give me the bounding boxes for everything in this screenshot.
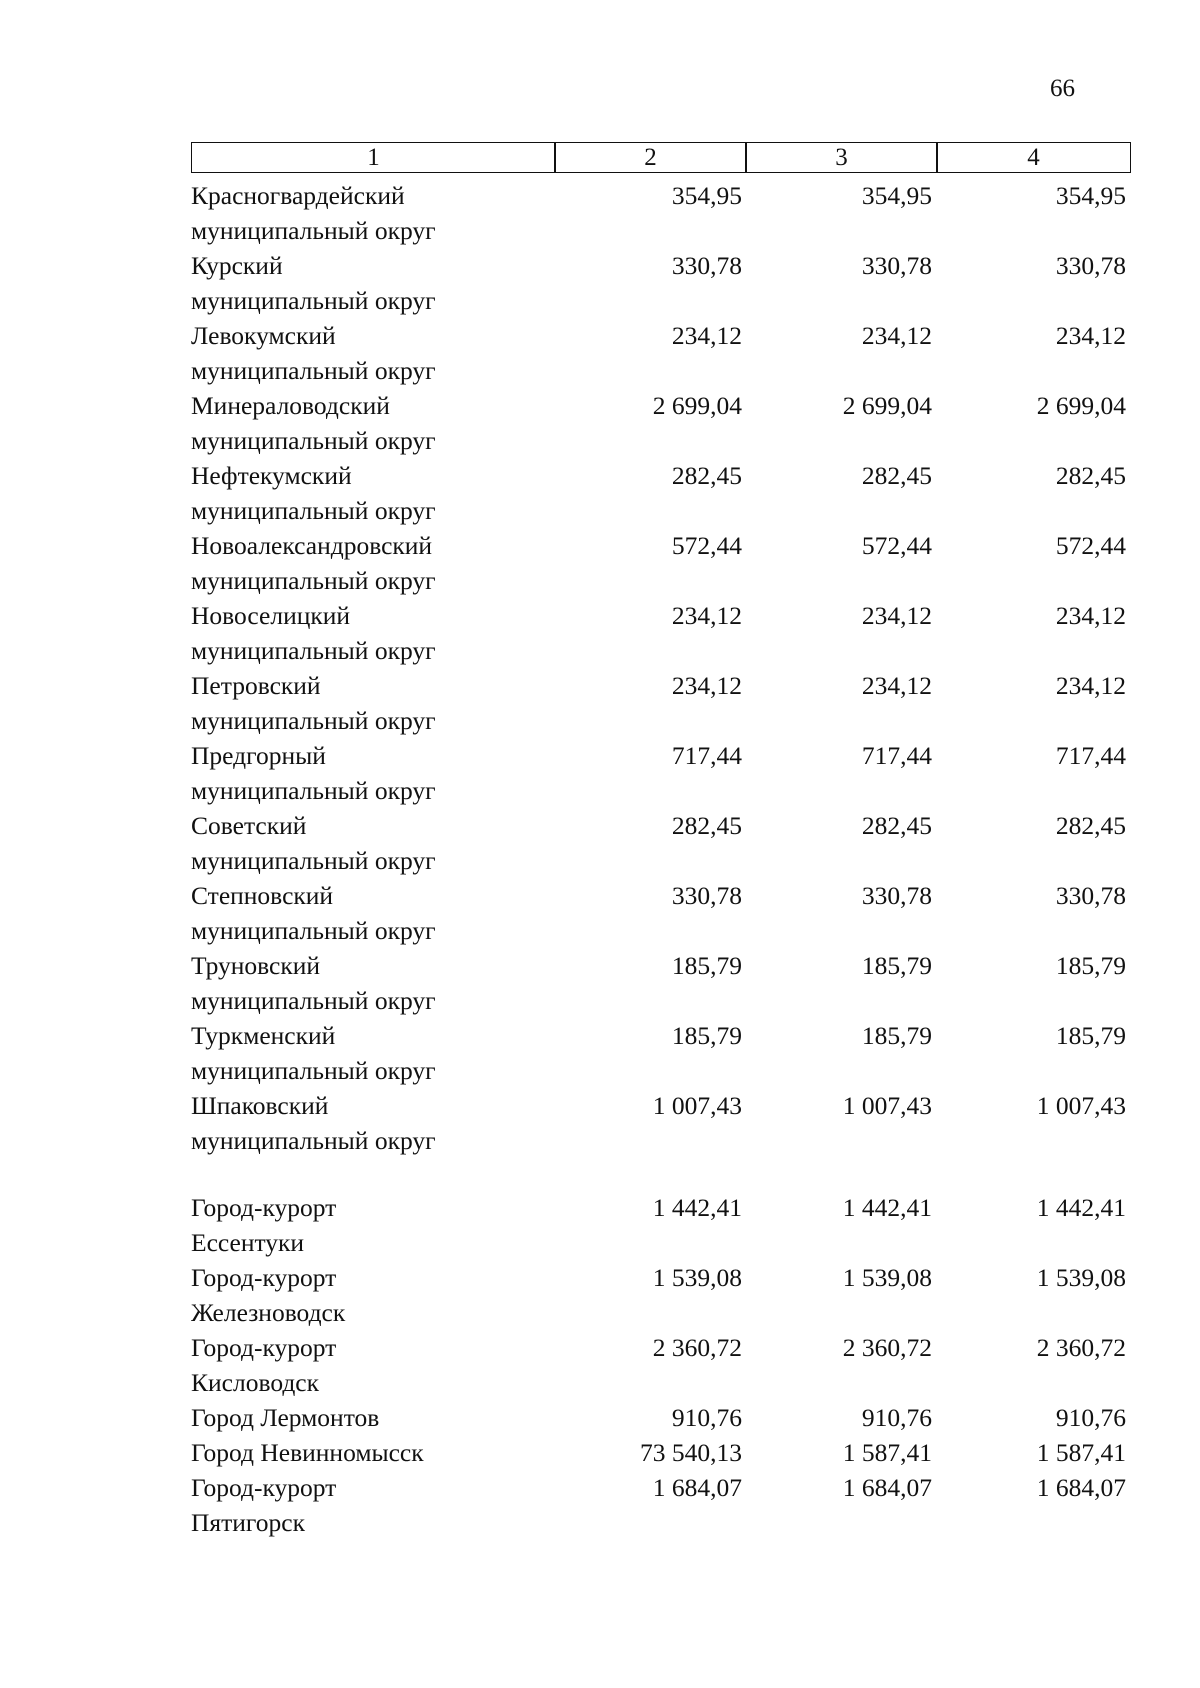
row-value-col2: 234,12 [671,601,742,630]
row-value-col4: 354,95 [1055,181,1126,210]
row-value-col2: 234,12 [671,321,742,350]
header-cell-4: 4 [936,142,1131,173]
row-value-col3: 2 699,04 [842,391,932,420]
row-value-col2: 910,76 [671,1403,742,1432]
row-value-col3: 910,76 [861,1403,932,1432]
row-value-col4: 910,76 [1055,1403,1126,1432]
row-value-col2: 282,45 [671,811,742,840]
row-name: Красногвардейский муниципальный округ [191,181,436,245]
row-name: Туркменский муниципальный округ [191,1021,436,1085]
row-name: Город-курорт Железноводск [191,1263,346,1327]
row-value-col4: 234,12 [1055,601,1126,630]
row-value-col3: 354,95 [861,181,932,210]
page-number: 66 [1050,75,1075,102]
row-value-col3: 282,45 [861,461,932,490]
row-value-col3: 234,12 [861,601,932,630]
row-value-col2: 2 699,04 [652,391,742,420]
row-value-col2: 330,78 [671,881,742,910]
row-value-col2: 1 442,41 [652,1193,742,1222]
row-value-col4: 234,12 [1055,671,1126,700]
row-value-col2: 572,44 [671,531,742,560]
row-value-col4: 572,44 [1055,531,1126,560]
row-name: Город Невинномысск [191,1438,424,1467]
row-value-col4: 185,79 [1055,1021,1126,1050]
row-value-col3: 185,79 [861,951,932,980]
row-value-col2: 234,12 [671,671,742,700]
row-name: Петровский муниципальный округ [191,671,436,735]
row-value-col2: 1 539,08 [652,1263,742,1292]
row-name: Советский муниципальный округ [191,811,436,875]
row-value-col3: 1 684,07 [842,1473,932,1502]
header-cell-2: 2 [554,142,747,173]
row-value-col4: 2 360,72 [1036,1333,1126,1362]
row-name: Город-курорт Кисловодск [191,1333,337,1397]
row-value-col2: 1 007,43 [652,1091,742,1120]
row-name: Новоалександровский муниципальный округ [191,531,436,595]
row-value-col4: 2 699,04 [1036,391,1126,420]
row-name: Город-курорт Ессентуки [191,1193,337,1257]
row-value-col3: 234,12 [861,321,932,350]
row-value-col3: 717,44 [861,741,932,770]
row-value-col4: 1 539,08 [1036,1263,1126,1292]
row-name: Степновский муниципальный округ [191,881,436,945]
row-value-col2: 330,78 [671,251,742,280]
row-value-col4: 717,44 [1055,741,1126,770]
row-value-col4: 282,45 [1055,811,1126,840]
row-name: Шпаковский муниципальный округ [191,1091,436,1155]
row-name: Предгорный муниципальный округ [191,741,436,805]
row-value-col4: 234,12 [1055,321,1126,350]
row-value-col2: 73 540,13 [640,1438,742,1467]
row-value-col4: 1 587,41 [1036,1438,1126,1467]
row-value-col2: 717,44 [671,741,742,770]
row-value-col4: 1 684,07 [1036,1473,1126,1502]
row-value-col3: 234,12 [861,671,932,700]
row-value-col2: 354,95 [671,181,742,210]
row-name: Город-курорт Пятигорск [191,1473,337,1537]
row-value-col3: 282,45 [861,811,932,840]
row-value-col4: 1 007,43 [1036,1091,1126,1120]
header-cell-1: 1 [191,142,556,173]
row-name: Левокумский муниципальный округ [191,321,436,385]
row-value-col2: 185,79 [671,1021,742,1050]
row-value-col3: 330,78 [861,881,932,910]
row-value-col3: 572,44 [861,531,932,560]
row-value-col2: 2 360,72 [652,1333,742,1362]
row-name: Минераловодский муниципальный округ [191,391,436,455]
row-name: Новоселицкий муниципальный округ [191,601,436,665]
row-value-col4: 330,78 [1055,881,1126,910]
row-value-col4: 1 442,41 [1036,1193,1126,1222]
row-value-col2: 282,45 [671,461,742,490]
row-value-col3: 1 587,41 [842,1438,932,1467]
row-value-col2: 1 684,07 [652,1473,742,1502]
row-value-col3: 2 360,72 [842,1333,932,1362]
row-value-col4: 330,78 [1055,251,1126,280]
row-name: Труновский муниципальный округ [191,951,436,1015]
row-name: Нефтекумский муниципальный округ [191,461,436,525]
row-value-col2: 185,79 [671,951,742,980]
row-value-col4: 185,79 [1055,951,1126,980]
row-value-col3: 1 539,08 [842,1263,932,1292]
row-value-col3: 1 442,41 [842,1193,932,1222]
row-value-col4: 282,45 [1055,461,1126,490]
row-value-col3: 330,78 [861,251,932,280]
header-cell-3: 3 [745,142,938,173]
row-value-col3: 1 007,43 [842,1091,932,1120]
row-name: Курский муниципальный округ [191,251,436,315]
row-value-col3: 185,79 [861,1021,932,1050]
row-name: Город Лермонтов [191,1403,380,1432]
